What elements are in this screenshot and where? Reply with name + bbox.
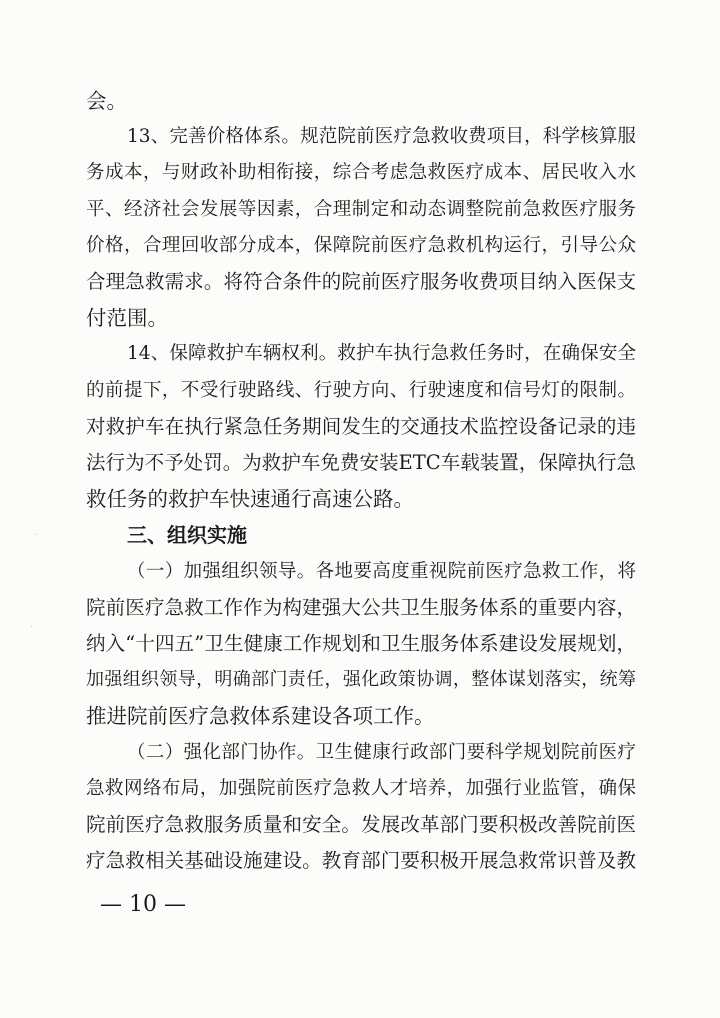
text-line: 合理急救需求。将符合条件的院前医疗服务收费项目纳入医保支 <box>86 270 636 293</box>
scan-dot-mark: · <box>34 528 38 541</box>
text-line: （二）强化部门协作。卫生健康行政部门要科学规划院前医疗 <box>127 742 636 763</box>
text-line: 会。 <box>86 89 127 113</box>
text-line: 院前医疗急救服务质量和安全。发展改革部门要积极改善院前医 <box>86 813 636 836</box>
text-line: 法行为不予处罚。为救护车免费安装ETC车载装置，保障执行急 <box>86 451 636 474</box>
text-line: 纳入“十四五”卫生健康工作规划和卫生服务体系建设发展规划， <box>86 632 636 655</box>
text-line: 付范围。 <box>86 306 168 330</box>
page-number: — 10 — <box>100 892 186 917</box>
text-line: 14、保障救护车辆权利。救护车执行急救任务时，在确保安全 <box>127 343 636 364</box>
text-line: 价格，合理回收部分成本，保障院前医疗急救机构运行，引导公众 <box>86 235 636 256</box>
section-heading: 三、组织实施 <box>127 523 247 547</box>
text-line: 推进院前医疗急救体系建设各项工作。 <box>86 704 435 728</box>
text-line: 救任务的救护车快速通行高速公路。 <box>86 487 414 511</box>
text-line: 急救网络布局，加强院前医疗急救人才培养，加强行业监管，确保 <box>86 778 636 799</box>
text-line: （一）加强组织领导。各地要高度重视院前医疗急救工作，将 <box>127 561 636 582</box>
scan-dot-mark: · <box>30 620 34 633</box>
text-line: 平、经济社会发展等因素，合理制定和动态调整院前急救医疗服务 <box>86 199 636 220</box>
text-line: 的前提下，不受行驶路线、行驶方向、行驶速度和信号灯的限制。 <box>86 380 636 401</box>
text-line: 务成本，与财政补助相衔接，综合考虑急救医疗成本、居民收入水 <box>86 162 636 183</box>
text-line: 疗急救相关基础设施建设。教育部门要积极开展急救常识普及教 <box>86 849 636 872</box>
text-line: 13、完善价格体系。规范院前医疗急救收费项目，科学核算服 <box>127 126 636 147</box>
text-line: 加强组织领导，明确部门责任，强化政策协调，整体谋划落实，统筹 <box>86 669 636 690</box>
text-line: 对救护车在执行紧急任务期间发生的交通技术监控设备记录的违 <box>86 415 636 438</box>
text-line: 院前医疗急救工作作为构建强大公共卫生服务体系的重要内容， <box>86 596 636 619</box>
